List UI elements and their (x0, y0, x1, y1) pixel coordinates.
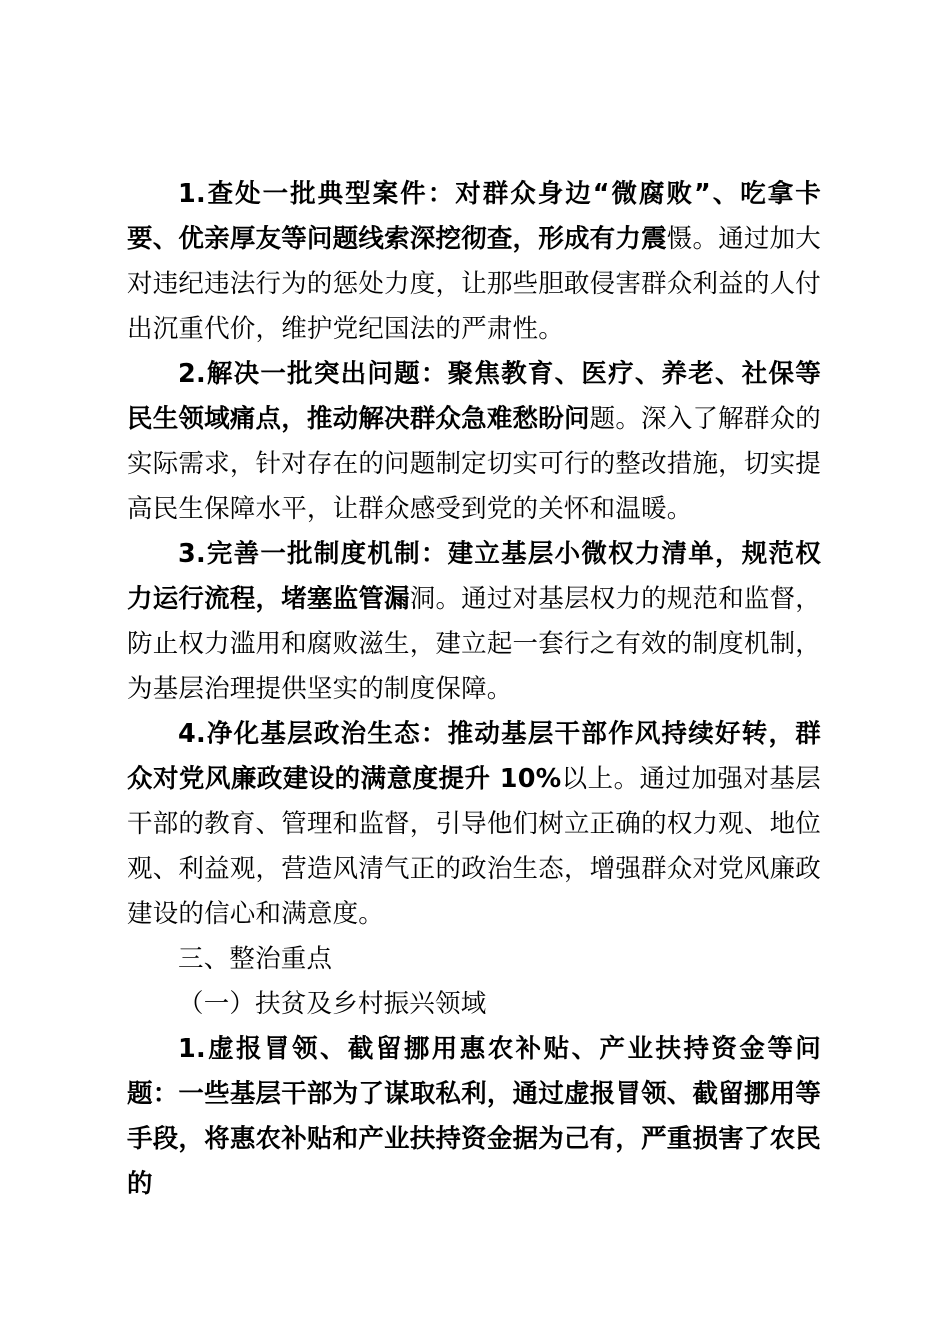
paragraph-5 (127, 1027, 821, 1207)
paragraph-1-text: 慑。通过加大对违纪违法行为的惩处力度，让那些胆敢侵害群众利益的人付出沉重代价，维护党纪国法的严肃性。 (127, 224, 821, 344)
paragraph-4-text: 以上。通过加强对基层干部的教育、管理和监督，引导他们树立正确的权力观、地位观、利益观，营造风清气正的政治生态，增强群众对党风廉政建设的信心和满意度。 (127, 764, 821, 929)
section-heading: 三、整治重点 (178, 944, 333, 974)
paragraph-1 (127, 172, 821, 352)
paragraph-2-text: 题。深入了解群众的实际需求，针对存在的问题制定切实可行的整改措施，切实提高民生保障水平，让群众感受到党的关怀和温暖。 (127, 404, 821, 524)
paragraph-1-bold: 1.查处一批典型案件：对群众身边“微腐败”、吃拿卡要、优亲厚友等问题线索深挖彻查，形成有力震 (127, 179, 821, 254)
paragraph-2-bold: 2.解决一批突出问题：聚焦教育、医疗、养老、社保等民生领域痛点，推动解决群众急难愁盼问 (127, 359, 821, 434)
paragraph-2 (127, 352, 821, 532)
paragraph-3 (127, 532, 821, 712)
document-page (127, 172, 821, 1207)
subsection-heading: （一）扶贫及乡村振兴领域 (178, 989, 487, 1019)
paragraph-3-bold: 3.完善一批制度机制：建立基层小微权力清单，规范权力运行流程，堵塞监管漏 (127, 539, 821, 614)
paragraph-3-text: 洞。通过对基层权力的规范和监督，防止权力滥用和腐败滋生，建立起一套行之有效的制度机制，为基层治理提供坚实的制度保障。 (127, 584, 822, 704)
paragraph-4-bold: 4.净化基层政治生态：推动基层干部作风持续好转，群众对党风廉政建设的满意度提升 10% (127, 719, 821, 794)
paragraph-4 (127, 712, 821, 937)
paragraph-5-bold: 1.虚报冒领、截留挪用惠农补贴、产业扶持资金等问题：一些基层干部为了谋取私利，通过虚报冒领、截留挪用等手段，将惠农补贴和产业扶持资金据为己有，严重损害了农民的 (127, 1034, 821, 1199)
